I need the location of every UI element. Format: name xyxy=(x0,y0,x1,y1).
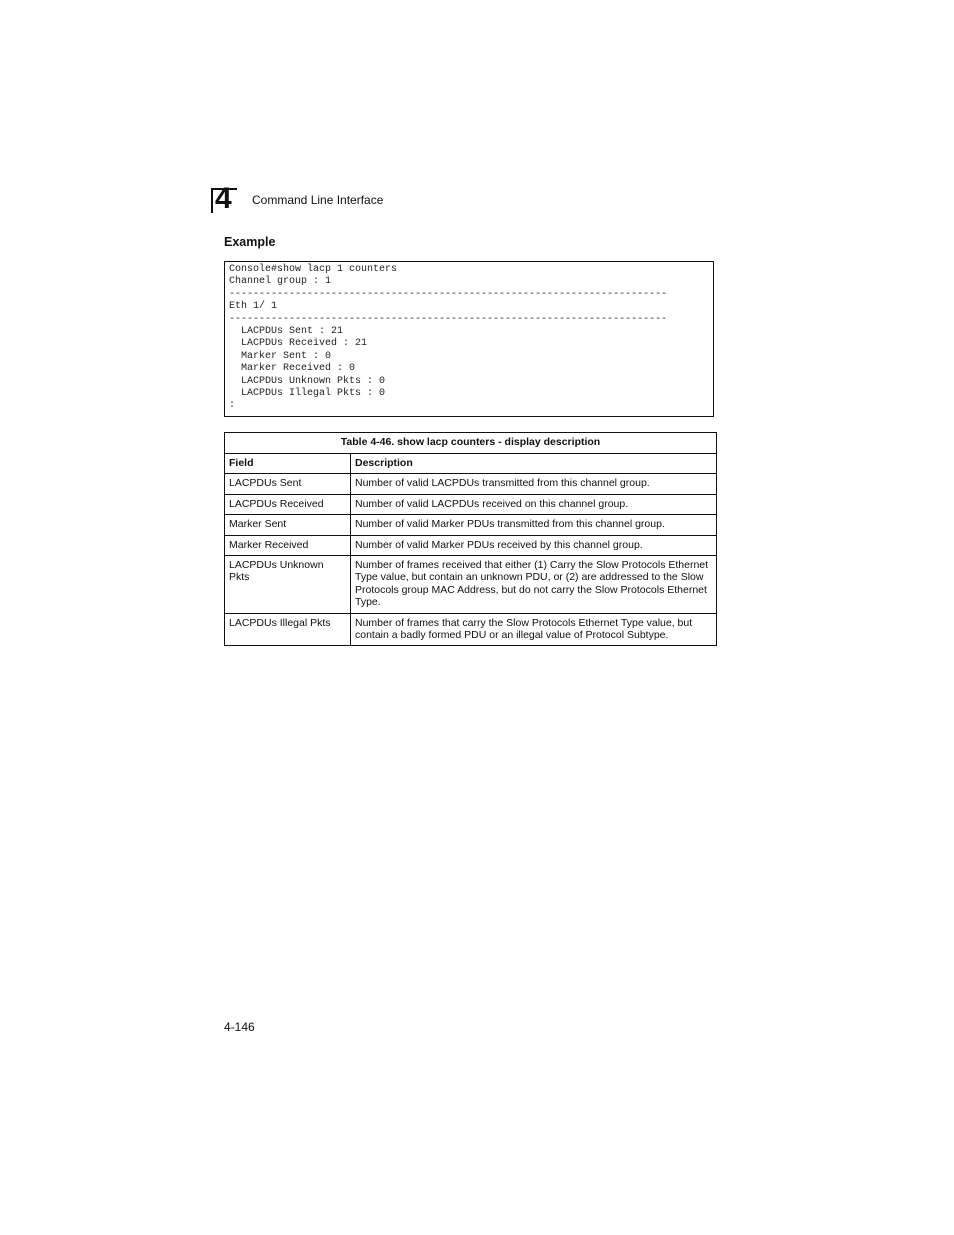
display-description-table xyxy=(224,432,717,646)
description-cell: Number of frames that carry the Slow Protocols Ethernet Type value, but contain a badly formed PDU or an illegal value of Protocol Subtype. xyxy=(351,613,717,646)
column-header-description: Description xyxy=(351,454,717,474)
page-number: 4-146 xyxy=(224,1020,255,1034)
description-cell: Number of valid LACPDUs received on this channel group. xyxy=(351,494,717,514)
table-row xyxy=(225,556,717,614)
field-cell: LACPDUs Sent xyxy=(225,474,351,494)
table-row xyxy=(225,474,717,494)
section-heading: Example xyxy=(224,235,276,249)
table-header-row xyxy=(225,454,717,474)
field-cell: LACPDUs Received xyxy=(225,494,351,514)
chapter-badge-left-rule xyxy=(211,188,213,213)
column-header-field: Field xyxy=(225,454,351,474)
field-cell: Marker Sent xyxy=(225,515,351,535)
table-caption: Table 4-46. show lacp counters - display description xyxy=(225,433,717,454)
description-cell: Number of frames received that either (1) Carry the Slow Protocols Ethernet Type value, but contain an unknown PDU, or (2) are addressed to the Slow Protocols group MAC Address, but do not carry the Slow Protocols Ethernet Type. xyxy=(351,556,717,614)
chapter-title: Command Line Interface xyxy=(252,193,384,207)
table-row xyxy=(225,613,717,646)
code-example-text: Console#show lacp 1 counters Channel group : 1 ------------------------------------------------------------------------- Eth 1/ 1 ------------------------------------------------------------------------- LACPDUs Sent : 21 LACPDUs Received : 21 Marker Sent : 0 Marker Received : 0 LACPDUs Unknown Pkts : 0 LACPDUs Illegal Pkts : 0 : xyxy=(229,264,668,412)
table-row xyxy=(225,515,717,535)
chapter-number: 4 xyxy=(215,182,232,215)
description-cell: Number of valid LACPDUs transmitted from this channel group. xyxy=(351,474,717,494)
table-row xyxy=(225,494,717,514)
description-cell: Number of valid Marker PDUs received by this channel group. xyxy=(351,535,717,555)
field-cell: LACPDUs Illegal Pkts xyxy=(225,613,351,646)
chapter-badge xyxy=(211,182,239,215)
table-row xyxy=(225,535,717,555)
table-caption-row xyxy=(225,433,717,454)
field-cell: Marker Received xyxy=(225,535,351,555)
description-cell: Number of valid Marker PDUs transmitted from this channel group. xyxy=(351,515,717,535)
code-example-box xyxy=(224,261,714,417)
field-cell: LACPDUs Unknown Pkts xyxy=(225,556,351,614)
